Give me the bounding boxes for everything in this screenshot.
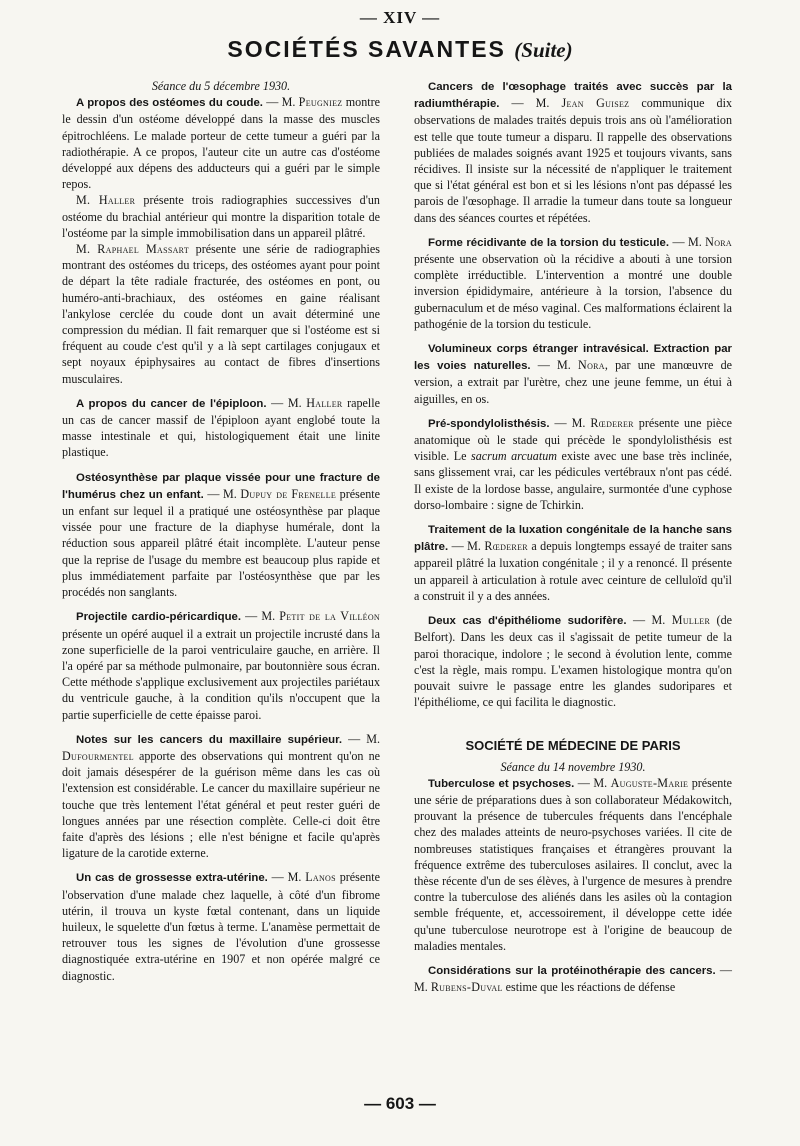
article-maxillaire: Notes sur les cancers du maxillaire supérieur. — M. Dufourmentel apporte des observations qui montrent qu'on ne doit jamais désespérer de la guérison même dans les cas où l'extension est considérable. Le cancer du maxillaire supérieur ne touche que très lentement l'état général et peut rester guéri de longues années par une résection complète. Celle-ci doit être faite d'après des lésions ; elle n'est bénigne et facile qu'après ligature de la carotide externe.: [62, 731, 380, 861]
article-heading: Cancers de l'œsophage traités avec succès par la radiumthérapie.: [414, 81, 732, 111]
article-heading: Pré-spondylolisthésis.: [428, 417, 550, 430]
author-name: Dufourmentel: [62, 748, 134, 763]
section-title-suffix: (Suite): [514, 38, 573, 62]
society-heading: SOCIÉTÉ DE MÉDECINE DE PARIS: [465, 738, 681, 754]
article-heading: Traitement de la luxation congénitale de la hanche sans plâtre.: [414, 524, 732, 554]
article-heading: Projectile cardio-péricardique.: [76, 611, 242, 624]
article-grossesse: Un cas de grossesse extra-utérine. — M. Lanos présente l'observation d'une malade chez laquelle, à côté d'un fibrome utérin, il trouva un kyste fœtal contenant, dans un liquide huileux, le squelette d'un fœtus à terme. L'anamèse permettait de retrouver tous les signes de l'évolution d'une grossesse diagnostiquée extra-utérine en 1907 et non opérée malgré ce diagnostic.: [62, 870, 380, 983]
author-name: Petit de la Villéon: [279, 609, 380, 624]
article-osteosynthese: Ostéosynthèse par plaque vissée pour une fracture de l'humérus chez un enfant. — M. Dupuy de Frenelle présente un enfant sur lequel il a pratiqué une ostéosynthèse par plaque vissée pour une fracture de la diaphyse humérale, dont la réduction sous appareil plâtré était incomplète. L'auteur pense que la reprise de l'usage du membre est beaucoup plus rapide et plus immédiatement parfaite par l'ostéosynthèse que par les procédés non sanglants.: [62, 471, 380, 600]
author-name: Dupuy de Frenelle: [240, 486, 337, 501]
author-name: M. Raphael Massart: [76, 242, 190, 257]
author-name: Lanos: [305, 870, 336, 885]
section-title-text: SOCIÉTÉS SAVANTES: [227, 36, 506, 62]
author-name: Rœderer: [590, 415, 634, 430]
article-oesophage: Cancers de l'œsophage traités avec succès par la radiumthérapie. — M. Jean Guisez communique dix observations de malades traités depuis trois ans où l'amélioration est telle que toute tumeur a disparu. Il rappelle des observations publiées de malades soignés avant 1925 et toujours vivants, sans récidives. Il insiste sur la nécessité de n'appliquer le traitement que si l'état général est bon et si les lésions n'ont pas dépassé les parois de l'œsophage. Il arradie la tumeur dans toute sa longueur dans des séances courtes et répétées.: [414, 81, 732, 225]
author-name: M. Haller: [76, 193, 136, 208]
article-paragraph: M. Haller présente trois radiographies successives d'un ostéome du brachial antérieur qui montre la disparition totale de l'ostéome par la simple immobilisation dans un appareil plâtré.: [62, 193, 380, 240]
author-name: Peugniez: [298, 95, 343, 110]
author-name: Nora: [705, 234, 732, 249]
latin-term: sacrum arcuatum: [471, 449, 557, 464]
session-date: Séance du 5 décembre 1930.: [151, 79, 291, 93]
author-name: Rœderer: [484, 539, 528, 554]
article-heading: A propos du cancer de l'épiploon.: [76, 397, 267, 410]
article-heading: Un cas de grossesse extra-utérine.: [76, 872, 268, 885]
right-column: [414, 78, 732, 995]
article-heading: Tuberculose et psychoses.: [428, 777, 575, 790]
article-osteomes: A propos des ostéomes du coude. — M. Peugniez montre le dessin d'un ostéome développé dans la masse des muscles épitrochléens. Le malade porteur de cette tumeur a guéri par la radiothérapie. A ce propos, l'auteur cite un autre cas d'ostéome développé aux dépens des adducteurs qui a guéri par le simple repos.: [62, 95, 381, 192]
author-name: Jean Guisez: [561, 96, 630, 111]
page-number: — 603 —: [364, 1094, 436, 1113]
article-luxation: Traitement de la luxation congénitale de la hanche sans plâtre. — M. Rœderer a depuis longtemps essayé de traiter sans appareil plâtré la luxation congénitale ; il y a renoncé. Il présente un appareil à articulation à rotule avec ceinture de celluloïd qu'il a construit il y a des années.: [414, 524, 732, 603]
article-heading: Deux cas d'épithéliome sudorifère.: [428, 615, 627, 628]
article-heading: A propos des ostéomes du coude.: [76, 97, 263, 110]
article-corps-etranger: Volumineux corps étranger intravésical. Extraction par les voies naturelles. — M. Nora, par une manœuvre de version, a extrait par l'urètre, chez une jeune femme, un étui à aiguilles, en os.: [414, 343, 732, 406]
article-proteinotherapie: Considérations sur la protéinothérapie des cancers. — M. Rubens-Duval estime que les réactions de défense: [414, 962, 733, 995]
section-title: [0, 36, 800, 63]
article-spondylolisthesis: Pré-spondylolisthésis. — M. Rœderer présente une pièce anatomique où le stade qui précède le spondylolisthésis est visible. Le sacrum arcuatum existe avec une base très inclinée, sans glissement vrai, car les pédicules vertébraux n'ont pas cédé. Il existe de la lordose basse, angulaire, surmontée d'une cyphose dorso-lombaire : signe de Tchirkin.: [414, 415, 732, 512]
article-heading: Volumineux corps étranger intravésical. Extraction par les voies naturelles.: [414, 343, 732, 373]
article-heading: Considérations sur la protéinothérapie des cancers.: [428, 964, 716, 977]
author-name: Rubens-Duval: [430, 980, 503, 995]
author-name: Nora: [578, 358, 605, 373]
author-name: Haller: [306, 395, 343, 410]
author-name: Muller: [671, 613, 711, 628]
article-epitheliome: Deux cas d'épithéliome sudorifère. — M. Muller (de Belfort). Dans les deux cas il s'agissait de petite tumeur de la paroi thoracique, indolore ; le second à évolution lente, comme c'est la règle, mais rompu. L'examen histologique montra qu'on pouvait suivre le passage entre les glandes sudoripares et l'épithéliome, ce qui facilita le diagnostic.: [414, 613, 732, 710]
article-tuberculose: Tuberculose et psychoses. — M. Auguste-Marie présente une série de préparations dues à son collaborateur Médakowitch, prouvant la présence de tubercules fréquents dans l'encéphale chez des malades atteints de neuro-psychoses variées. Il cite de nombreuses statistiques françaises et étrangères prouvant la fréquence extrême des tuberculoses asilaires. Il conclut, avec la thèse récente d'un de ses élèves, à l'urgence de mesures à prendre contre la tuberculose des aliénés dans les asiles où la contagion semble fréquente, et, accessoirement, il développe cette idée qu'une tuberculose neurotrope est à l'origine de beaucoup de maladies mentales.: [414, 775, 732, 953]
article-heading: Ostéosynthèse par plaque vissée pour une fracture de l'humérus chez un enfant.: [62, 471, 380, 501]
session-date: Séance du 14 novembre 1930.: [500, 759, 646, 774]
left-column: [62, 78, 380, 984]
article-epiploon: A propos du cancer de l'épiploon. — M. Haller rapelle un cas de cancer massif de l'épiploon ayant englobé toute la masse intestinale et qui, histologiquement était une linite plastique.: [62, 395, 381, 460]
article-paragraph: M. Raphael Massart présente une série de radiographies montrant des ostéomes du triceps, des ostéomes ayant pour point de départ la tête radiale fracturée, des ostéomes en pont, ou huméro-anti-brachiaux, des ostéomes en gaine réalisant l'ankylose cerclée du coude dont un avait déterminé une compression du médian. Il fait remarquer que si l'ostéome est si fréquent au coude c'est qu'il y a là sept cartilages conjugaux et sept noyaux épiphysaires au contact de fibres d'insertions musculaires.: [62, 242, 380, 386]
article-heading: Notes sur les cancers du maxillaire supérieur.: [76, 733, 343, 746]
article-heading: Forme récidivante de la torsion du testicule.: [428, 236, 670, 249]
article-projectile: Projectile cardio-péricardique. — M. Petit de la Villéon présente un opéré auquel il a extrait un projectile incrusté dans la zone superficielle de la paroi ventriculaire gauche, en arrière. Il l'a opéré par sa méthode pulmonaire, par boutonnière sous écran. Cette méthode s'applique exclusivement aux projectiles pariétaux du ventricule gauche, à la condition qu'ils n'occupent que la partie superficielle de cette épaisse paroi.: [62, 609, 380, 722]
author-name: Auguste-Marie: [610, 775, 689, 790]
page-folio-roman: — XIV —: [359, 8, 441, 27]
article-torsion: Forme récidivante de la torsion du testicule. — M. Nora présente une observation où la récidive a abouti à une torsion complète irréductible. L'intervention a montré une double inversion épididymaire, antérieure à la torsion, l'absence du gubernaculum et de méso vaginal. Ces malformations éclairent la pathogénie de la torsion du testicule.: [414, 234, 732, 331]
